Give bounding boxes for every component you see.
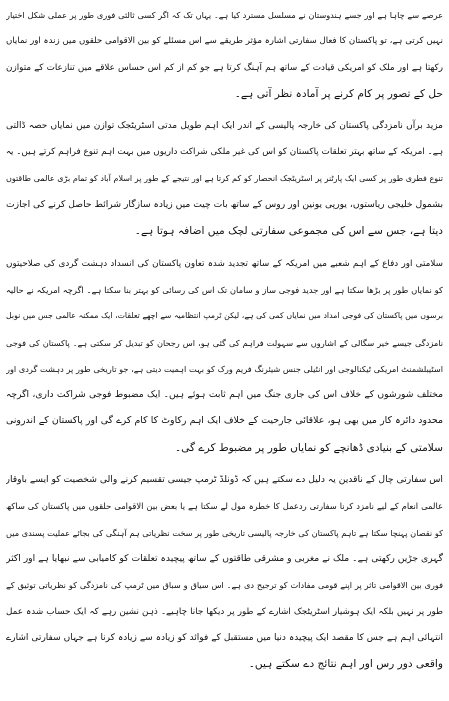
text-line: فوری بین الاقوامی تاثر پر اپنے قومی مفادات کو ترجیح دی ہے۔ اس سیاق و سباق میں ٹرمپ کی نامزدگی کو نظریاتی توثیق کے	[6, 580, 443, 591]
paragraph-2	[6, 113, 443, 244]
text-line: مزید برآں نامزدگی پاکستان کی خارجہ پالیسی کے اندر ایک اہم طویل مدتی اسٹریٹجک توازن میں نمایاں حصہ ڈالتی	[6, 121, 443, 132]
text-line: سلامتی اور دفاع کے اہم شعبے میں امریکہ کے ساتھ تجدید شدہ تعاون پاکستان کی انسداد دہشت گردی کی صلاحیتوں	[6, 258, 443, 269]
text-line: رکھتا ہے اور ملک کو امریکی قیادت کے ساتھ ہم آہنگ کرتا ہے جو کم از کم اس حساس علاقے میں تنازعات کے متوازن	[6, 62, 443, 73]
paragraph-3	[6, 251, 443, 461]
text-line: ہے۔ امریکہ کے ساتھ بہتر تعلقات پاکستان کو اس کی غیر ملکی شراکت داریوں میں بہت اہم تنوع فراہم کرتے ہیں۔ یہ	[6, 147, 443, 158]
text-line: تنوع فطری طور پر کسی ایک پارٹنر پر اسٹریٹجک انحصار کو کم کرتا ہے اور نتیجے کے طور پر اسلام آباد کو تمام بڑی عالمی طاقتوں	[6, 173, 443, 183]
text-line: اس سفارتی چال کے ناقدین یہ دلیل دے سکتے ہیں کہ ڈونلڈ ٹرمپ جیسی تقسیم کرنے والی شخصیت کو ایسے باوقار	[6, 474, 443, 486]
paragraph-1	[6, 2, 443, 107]
text-line: بشمول خلیجی ریاستوں، یورپی یونین اور روس کے ساتھ بات چیت میں زیادہ سازگار شرائط حاصل کرنے کی اجازت	[6, 199, 443, 211]
text-line: واقعی دور رس اور اہم نتائج دے سکتے ہیں۔	[248, 658, 443, 671]
text-line: محدود دائرہ کار میں بھی ہو، علاقائی جارحیت کے خلاف ایک اہم رکاوٹ کا کام کرے گی اور پاکستان کے اندرونی	[6, 415, 443, 427]
text-line: حل کے تصور پر کام کرنے پر آمادہ نظر آتی ہے۔	[234, 87, 443, 100]
text-line: عرصے سے چاہا ہے اور جسے ہندوستان نے مسلسل مسترد کیا ہے۔ یہاں تک کہ اگر کسی ثالثی فوری طور پر عملی شکل اختیار	[6, 10, 443, 20]
text-line: اسٹیبلشمنٹ امریکی ٹیکنالوجی اور انٹیلی جنس شیئرنگ فریم ورک کو بہت اہمیت دیتی ہے، جو تاریخی طور پر دہشت گردی اور	[6, 363, 443, 374]
text-line: طور پر نہیں بلکہ ایک ہوشیار اسٹریٹجک اشارے کے طور پر دیکھا جانا چاہیے۔ ذہن نشین رہے کہ ایک حساب شدہ عمل	[6, 606, 443, 617]
text-line: مختلف شورشوں کے خلاف اس کی جاری جنگ میں اہم ثابت ہوئے ہیں۔ ایک مضبوط فوجی شراکت داری، اگرچہ	[6, 389, 443, 401]
text-line: عالمی انعام کے لیے نامزد کرنا سفارتی ردعمل کا خطرہ مول لے سکتا ہے یا بعض بین الاقوامی حلقوں میں پاکستان کی ساکھ	[6, 501, 443, 512]
text-line: کو نقصان پہنچا سکتا ہے تاہم پاکستان کی خارجہ پالیسی تاریخی طور پر سخت نظریاتی ہم آہنگی کی بجائے عملیت پسندی میں	[6, 527, 443, 538]
text-line: انتہائی اہم ہے جس کا مقصد ایک پیچیدہ دنیا میں مستقبل کے فوائد کو زیادہ سے زیادہ کرنا ہے جہاں سفارتی اشارے	[6, 632, 443, 643]
text-line: نامزدگی جیسے خیر سگالی کے اشاروں سے سہولت فراہم کی گئی ہو، اس رجحان کو تبدیل کر سکتی ہے۔ پاکستان کی فوجی	[6, 337, 443, 348]
text-line: دیتا ہے، جس سے اس کی مجموعی سفارتی لچک میں اضافہ ہوتا ہے۔	[134, 225, 443, 238]
text-line: برسوں میں پاکستان کی فوجی امداد میں نمایاں کمی کی ہے، لیکن ٹرمپ انتظامیہ سے اچھے تعلقات، ایک ممکنہ عالمی جس میں نوبل	[6, 311, 443, 321]
text-line: نہیں کرتی ہے، تو پاکستان کا فعال سفارتی اشارہ مؤثر طریقے سے اس مسئلے کو بین الاقوامی حلقوں میں زندہ اور نمایاں	[6, 36, 443, 47]
paragraph-4	[6, 467, 443, 677]
text-line: سلامتی کے بنیادی ڈھانچے کو نمایاں طور پر مضبوط کرے گی۔	[174, 441, 443, 454]
text-line: گہری جڑیں رکھتی ہے۔ ملک نے مغربی و مشرقی طاقتوں کے ساتھ پیچیدہ تعلقات کو کامیابی سے نبھایا ہے اور اکثر	[6, 552, 443, 564]
text-line: کو نمایاں طور پر بڑھا سکتا ہے اور جدید فوجی ساز و سامان تک اس کی رسائی کو بہتر بنا سکتا ہے۔ اگرچہ امریکہ نے حالیہ	[6, 284, 443, 295]
